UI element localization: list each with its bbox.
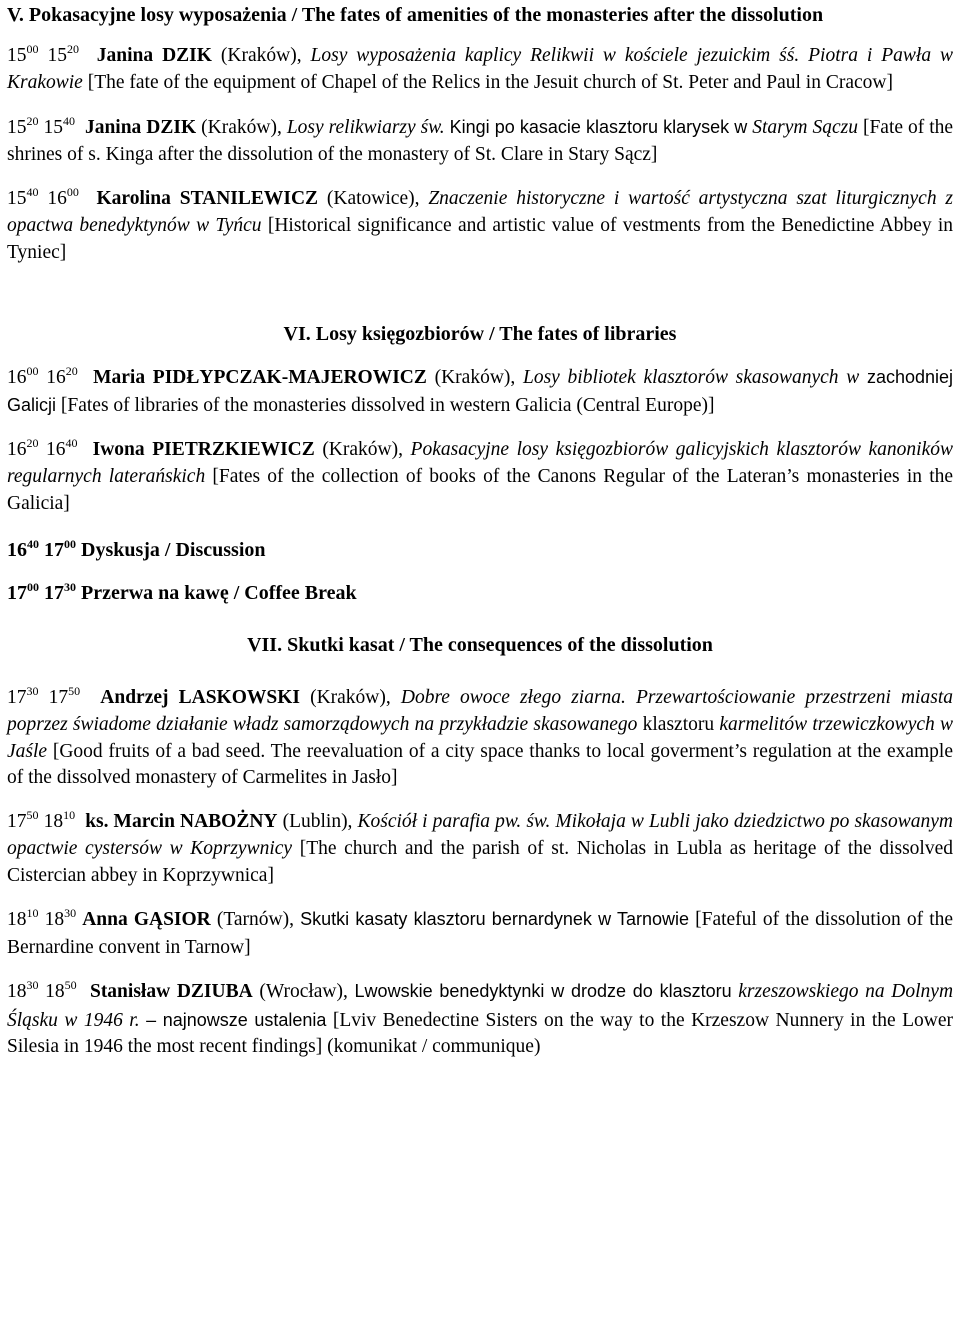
talk-title-en: [Fates of the collection of books of the Canons Regular of the Lateran’s monasteries in the Galicia] [7,466,954,514]
speaker-city: (Kraków), [322,438,403,460]
program-entry [7,43,953,97]
talk-title-pl-continued: zachodniej Galicji [7,366,954,415]
program-entry [7,809,953,890]
talk-title-en: [The fate of the equipment of Chapel of the Relics in the Jesuit church of St. Peter and Paul in Cracow] [87,72,893,93]
speaker-first-name: Iwona [92,438,145,460]
talk-title-en: [Lviv Benedectine Sisters on the way to the Krzeszow Nunnery in the Lower Silesia in 1946 the most recent findings] (komunikat / communique) [7,1009,953,1057]
speaker-first-name: Janina [84,116,142,138]
time-range: $16^{00}$ $16^{20}$ [7,363,78,388]
talk-title-pl: Losy wyposażenia kaplicy Relikwii w kościele jezuickim śś. Piotra i Pawła w Krakowie [7,44,954,93]
speaker-last-name: LASKOWSKI [178,686,300,708]
talk-title-en: [Historical significance and artistic value of vestments from the Benedictine Abbey in Tyniec] [7,215,954,263]
speaker-first-name: Janina [96,44,154,66]
time-range: $18^{10}$ $18^{30}$ [7,906,77,930]
speaker-last-name: DZIK [146,116,197,138]
speaker-first-name: Maria [93,366,146,388]
discussion-slot [7,537,953,566]
speaker-city: (Kraków), [310,686,391,708]
speaker-first-name: Andrzej [100,686,169,708]
speaker-last-name: DZIK [162,44,212,66]
speaker-first-name: Karolina [96,187,171,209]
talk-title-pl-continued: Kingi po kasacie klasztoru klarysek w [449,116,748,137]
talk-title-en: [Good fruits of a bad seed. The reevaluation of a city space thanks to local goverment’s regulation at the example of the dissolved monastery of Carmelites in Jasło] [7,740,953,788]
speaker-first-name: ks. Marcin [85,810,175,832]
talk-title-en: [Fates of libraries of the monasteries dissolved in western Galicia (Central Europe)] [60,395,715,416]
program-entry [7,437,953,518]
talk-title-en: [The church and the parish of st. Nicholas in Lubla as heritage of the dissolved Cistercian abbey in Koprzywnica] [7,838,953,886]
speaker-city: (Kraków), [434,366,516,388]
talk-title-pl: Skutki kasaty klasztoru bernardynek w Tarnowie [300,909,690,929]
coffee-break-slot [7,580,953,609]
time-range: $17^{50}$ $18^{10}$ [7,807,76,832]
talk-title-pl-place: Starym Sączu [752,116,858,138]
talk-title-pl-note: – najnowsze ustalenia [146,1009,327,1030]
time-range: $16^{20}$ $16^{40}$ [7,435,78,460]
talk-title-pl: Losy relikwiarzy św. [286,116,445,138]
speaker-last-name: STANILEWICZ [179,187,319,209]
speaker-last-name: GĄSIOR [133,909,211,930]
program-entry [7,978,953,1061]
talk-title-pl: Kościół i parafia pw. św. Mikołaja w Lubli jako dziedzictwo po skasowanym opactwie cystersów w Koprzywnicy [7,810,954,859]
speaker-city: (Wrocław), [259,981,348,1002]
talk-title-en: [Fateful of the dissolution of the Bernardine convent in Tarnow] [7,909,954,958]
time-range: $17^{00}$ $17^{30}$ [7,579,76,604]
talk-title-pl: Losy bibliotek klasztorów skasowanych w [522,366,860,388]
program-entry [7,186,953,267]
speaker-city: (Kraków), [220,44,302,66]
talk-title-pl-continued: krzeszowskiego na Dolnym Śląsku w 1946 r. [7,981,954,1031]
talk-title-pl-word: klasztoru [642,714,715,735]
time-range: $18^{30}$ $18^{50}$ [7,978,77,1002]
time-range: $16^{40}$ $17^{00}$ [7,537,76,561]
talk-title-pl: Lwowskie benedyktynki w drodze do klasztoru [354,981,732,1001]
talk-title-pl-continued: karmelitów trzewiczkowych w Jaśle [7,714,954,762]
time-range: $15^{00}$ $15^{20}$ [7,41,79,66]
talk-title-pl: Znaczenie historyczne i wartość artystyczna szat liturgicznych z opactwa benedyktynów w Tyńcu [7,187,953,236]
talk-title-pl: Pokasacyjne losy księgozbiorów galicyjskich klasztorów kanoników regularnych laterańskich [7,438,954,487]
speaker-last-name: PIDŁYPCZAK-MAJEROWICZ [152,366,427,388]
speaker-first-name: Anna [82,909,128,930]
section-heading: VI. Losy księgozbiorów / The fates of libraries [283,323,677,345]
speaker-last-name: NABOŻNY [180,810,278,832]
time-range: $15^{20}$ $15^{40}$ [7,113,75,138]
program-entry [7,364,953,420]
discussion-label: Dyskusja / Discussion [81,539,266,561]
speaker-first-name: Stanisław [89,981,171,1002]
program-entry [7,114,953,169]
speaker-last-name: PIETRZKIEWICZ [152,438,315,460]
time-range: $17^{30}$ $17^{50}$ [7,683,81,708]
talk-title-en: [Fate of the shrines of s. Kinga after the dissolution of the monastery of St. Clare in Stary Sącz] [7,116,954,165]
time-range: $15^{40}$ $16^{00}$ [7,184,79,209]
coffee-break-label: Przerwa na kawę / Coffee Break [81,581,357,604]
program-entry [7,685,953,792]
speaker-last-name: DZIUBA [176,981,253,1002]
speaker-city: (Katowice), [326,187,420,209]
program-entry [7,906,953,961]
speaker-city: (Tarnów), [216,909,294,930]
section-heading: VII. Skutki kasat / The consequences of the dissolution [247,634,713,656]
talk-title-pl: Dobre owoce złego ziarna. Przewartościowanie przestrzeni miasta poprzez świadome działanie władz samorządowych na przykładzie skasowanego [7,686,954,735]
speaker-city: (Lublin), [282,810,353,832]
speaker-city: (Kraków), [201,116,282,138]
section-heading: V. Pokasacyjne losy wyposażenia / The fates of amenities of the monasteries after the dissolution [7,4,824,26]
